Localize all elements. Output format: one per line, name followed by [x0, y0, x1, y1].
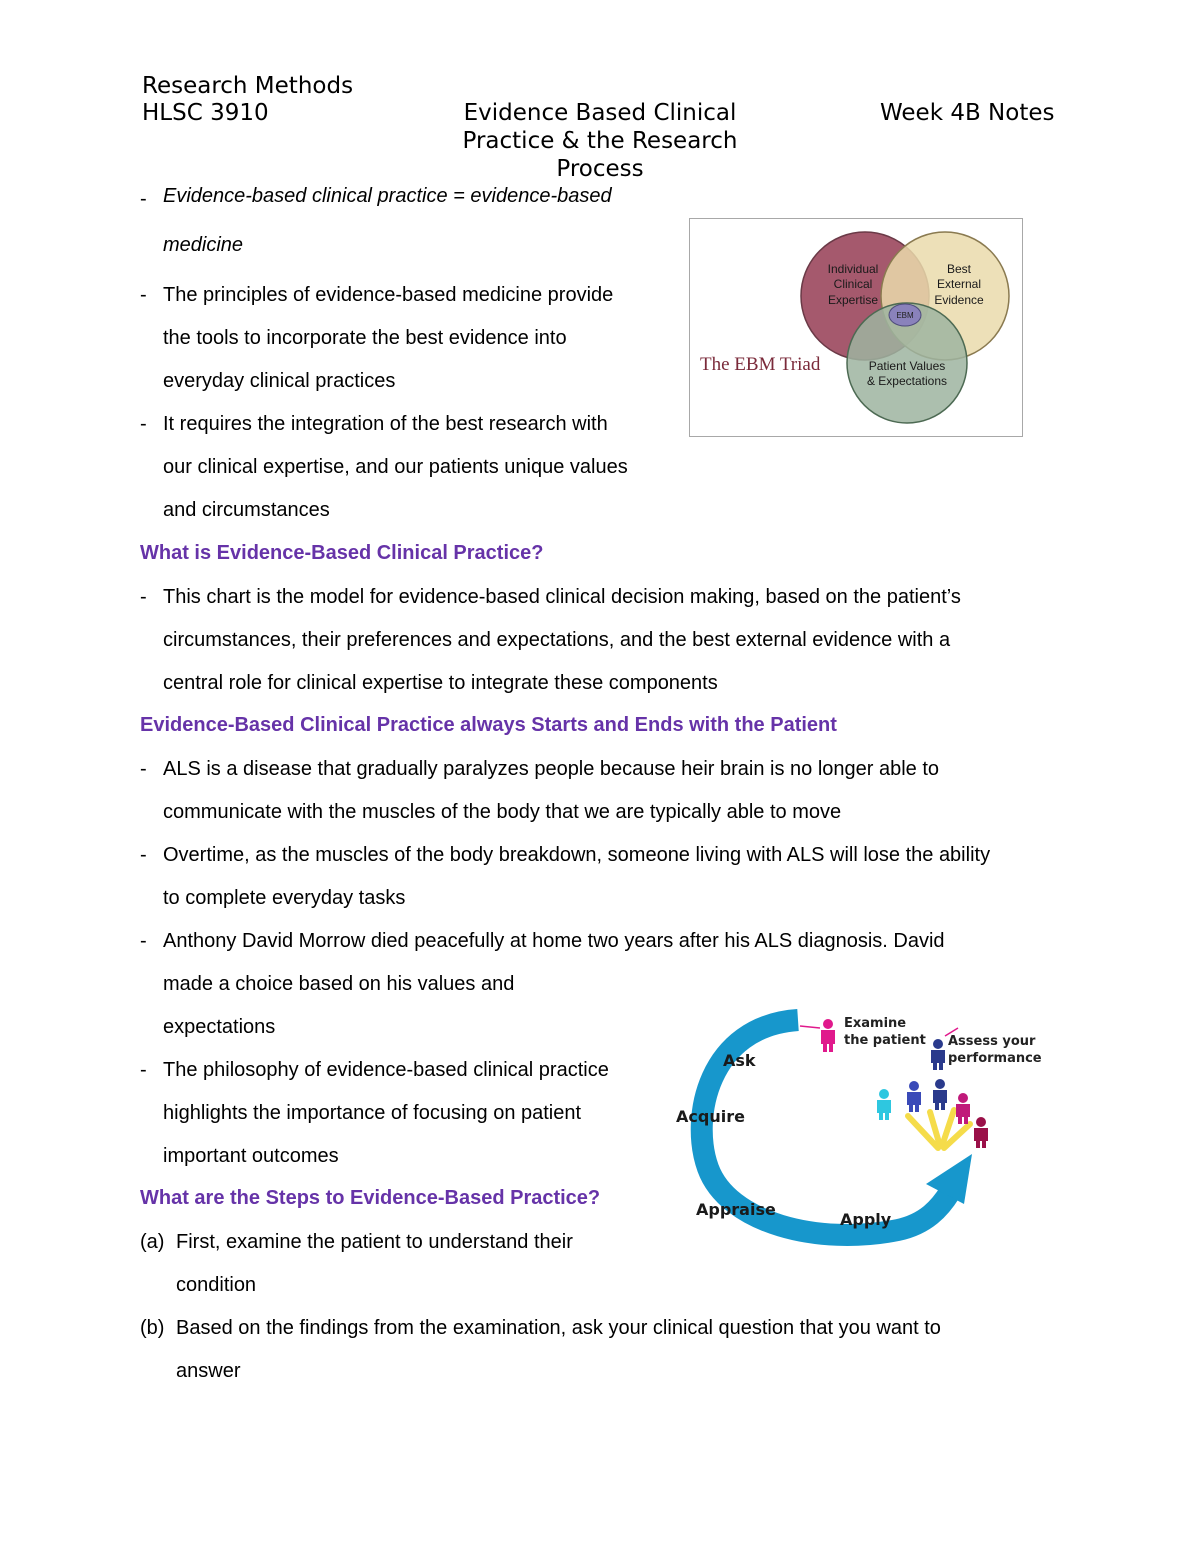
- section2-line: ALS is a disease that gradually paralyzes people because heir brain is no longer able to: [163, 758, 940, 780]
- circle2-label: Best: [946, 262, 972, 276]
- bullet-dash: -: [140, 930, 147, 952]
- intro-line: medicine: [163, 234, 244, 256]
- examine-label: Examine: [844, 1016, 907, 1031]
- week-label: Week 4B Notes: [880, 100, 1055, 126]
- cycle-step-label: Apply: [840, 1210, 892, 1229]
- person-icon: [931, 1039, 945, 1070]
- ebp-cycle-figure: [668, 1008, 1048, 1258]
- step-line: First, examine the patient to understand their: [176, 1231, 573, 1253]
- course-code: HLSC 3910: [142, 100, 269, 126]
- intro-line: our clinical expertise, and our patients unique values: [163, 456, 628, 478]
- ebm-triad-caption: The EBM Triad: [700, 354, 821, 375]
- person-icon: [907, 1081, 921, 1112]
- section1-line: circumstances, their preferences and expectations, and the best external evidence with a: [163, 629, 951, 651]
- person-icon: [877, 1089, 891, 1120]
- step-line: answer: [176, 1360, 241, 1382]
- title-line: Evidence Based Clinical: [463, 100, 737, 126]
- assess-label: performance: [948, 1051, 1042, 1066]
- section2-line: made a choice based on his values and: [163, 973, 515, 995]
- section1-line: central role for clinical expertise to integrate these components: [163, 672, 718, 694]
- step-line: condition: [176, 1274, 257, 1296]
- section2-line: to complete everyday tasks: [163, 887, 406, 909]
- bullet-dash: -: [140, 1059, 147, 1081]
- title-line: Practice & the Research: [462, 128, 738, 154]
- section1-line: This chart is the model for evidence-based clinical decision making, based on the patient’s: [163, 586, 961, 608]
- examine-pointer: [800, 1026, 820, 1028]
- circle2-label: Evidence: [934, 293, 984, 307]
- bullet-dash: -: [140, 188, 147, 210]
- bullet-dash: -: [140, 413, 147, 435]
- section2-line: important outcomes: [163, 1145, 339, 1167]
- intro-line: Evidence-based clinical practice = evidence-based: [163, 185, 612, 207]
- bullet-dash: -: [140, 586, 147, 608]
- section2-line: Overtime, as the muscles of the body breakdown, someone living with ALS will lose the ability: [163, 844, 991, 866]
- intro-line: and circumstances: [163, 499, 330, 521]
- bullet-dash: -: [140, 844, 147, 866]
- bullet-dash: -: [140, 284, 147, 306]
- intro-line: The principles of evidence-based medicine provide: [163, 284, 614, 306]
- section2-line: expectations: [163, 1016, 276, 1038]
- section2-line: Anthony David Morrow died peacefully at home two years after his ALS diagnosis. David: [163, 930, 945, 952]
- intro-line: the tools to incorporate the best evidence into: [163, 327, 567, 349]
- person-icon: [933, 1079, 947, 1110]
- circle3-label: Patient Values: [868, 359, 946, 373]
- cycle-step-label: Acquire: [676, 1107, 745, 1126]
- circle3-label: & Expectations: [866, 374, 948, 388]
- section-heading: What are the Steps to Evidence-Based Practice?: [140, 1187, 601, 1209]
- cycle-step-label: Ask: [723, 1051, 756, 1070]
- section2-line: communicate with the muscles of the body that we are typically able to move: [163, 801, 842, 823]
- ebm-center-label: EBM: [896, 311, 914, 320]
- step-marker: (b): [140, 1317, 165, 1339]
- person-icon: [956, 1093, 970, 1124]
- circle2-label: External: [936, 277, 982, 291]
- section-heading: What is Evidence-Based Clinical Practice?: [140, 542, 544, 564]
- step-line: Based on the findings from the examination, ask your clinical question that you want to: [176, 1317, 941, 1339]
- examine-label: the patient: [844, 1033, 926, 1048]
- bullet-dash: -: [140, 758, 147, 780]
- section-heading: Evidence-Based Clinical Practice always Starts and Ends with the Patient: [140, 714, 837, 736]
- person-icon: [821, 1019, 835, 1052]
- person-icon: [974, 1117, 988, 1148]
- circle1-label: Expertise: [827, 293, 879, 307]
- document-title: [440, 99, 760, 183]
- step-marker: (a): [140, 1231, 165, 1253]
- circle1-label: Clinical: [833, 277, 873, 291]
- circle1-label: Individual: [827, 262, 879, 276]
- cycle-step-label: Appraise: [696, 1200, 776, 1219]
- intro-line: everyday clinical practices: [163, 370, 396, 392]
- ebm-triad-figure: [689, 218, 1023, 438]
- course-name: Research Methods: [142, 73, 354, 99]
- title-line: Process: [556, 156, 644, 182]
- section2-line: highlights the importance of focusing on patient: [163, 1102, 582, 1124]
- section2-line: The philosophy of evidence-based clinical practice: [163, 1059, 609, 1081]
- intro-line: It requires the integration of the best research with: [163, 413, 608, 435]
- assess-label: Assess your: [948, 1034, 1036, 1049]
